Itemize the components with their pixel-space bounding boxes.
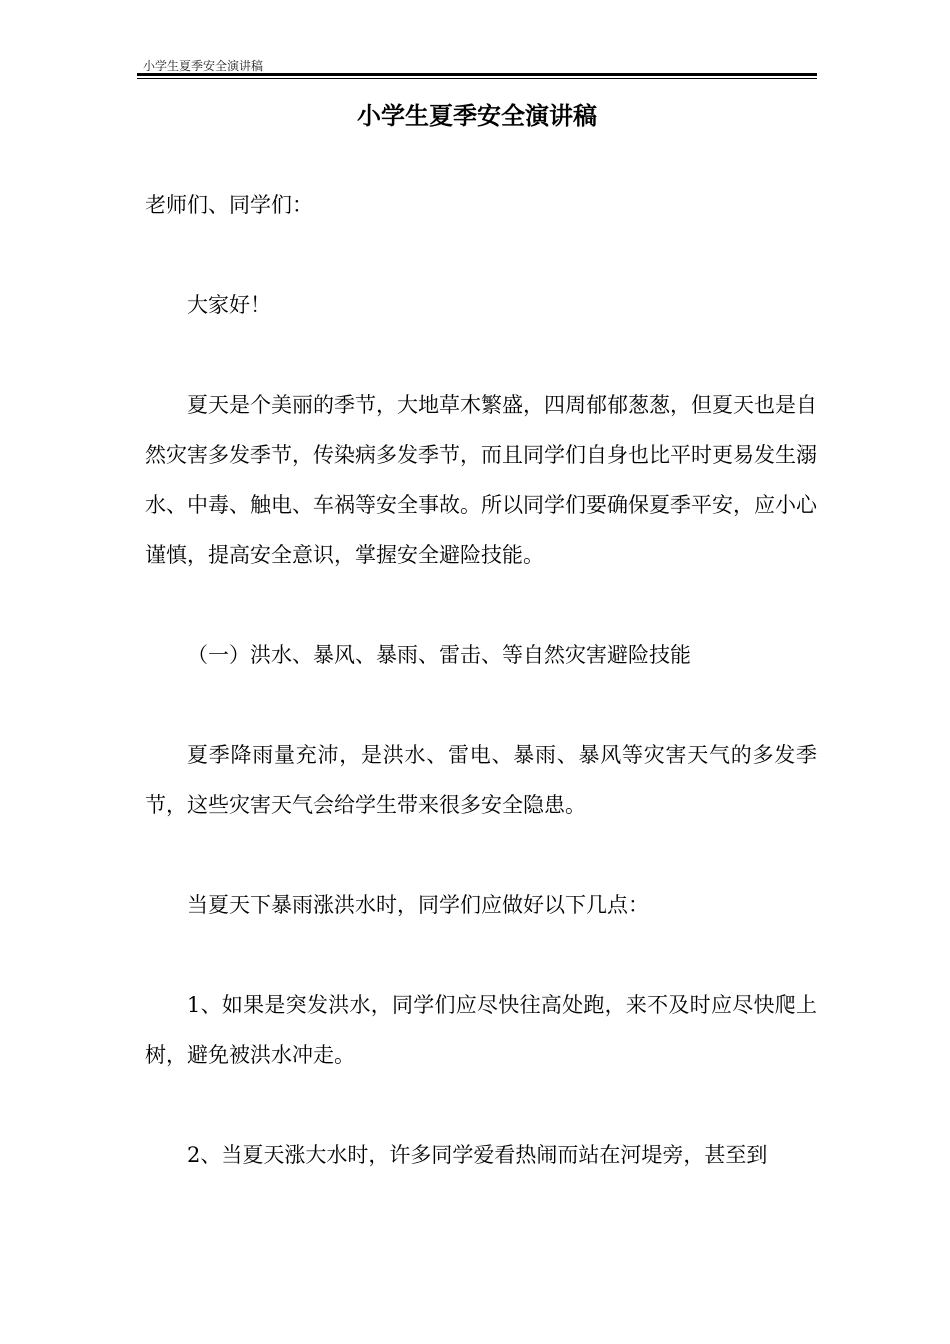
paragraph-spacer xyxy=(145,930,817,980)
paragraph-spacer xyxy=(145,1080,817,1130)
greeting: 大家好！ xyxy=(187,293,271,317)
document-title: 小学生夏季安全演讲稿 xyxy=(357,101,597,130)
paragraph-spacer xyxy=(145,230,817,280)
header-rule-thick xyxy=(137,73,817,76)
document-body xyxy=(145,180,817,1180)
body-paragraph: 当夏天下暴雨涨洪水时，同学们应做好以下几点： xyxy=(187,893,649,917)
section-heading-1: （一）洪水、暴风、暴雨、雷击、等自然灾害避险技能 xyxy=(187,643,691,667)
header-rule-thin xyxy=(137,78,817,79)
paragraph-spacer xyxy=(145,330,817,380)
paragraph-spacer xyxy=(145,680,817,730)
paragraph-spacer xyxy=(145,830,817,880)
body-paragraph: 夏季降雨量充沛，是洪水、雷电、暴雨、暴风等灾害天气的多发季节，这些灾害天气会给学生带来很多安全隐患。 xyxy=(145,743,817,817)
list-item-1: 1、如果是突发洪水，同学们应尽快往高处跑，来不及时应尽快爬上树，避免被洪水冲走。 xyxy=(145,993,817,1067)
paragraph-spacer xyxy=(145,580,817,630)
salutation: 老师们、同学们： xyxy=(145,193,313,217)
running-header xyxy=(137,58,817,74)
running-header-title: 小学生夏季安全演讲稿 xyxy=(143,59,264,73)
intro-paragraph: 夏天是个美丽的季节，大地草木繁盛，四周郁郁葱葱，但夏天也是自然灾害多发季节，传染病多发季节，而且同学们自身也比平时更易发生溺水、中毒、触电、车祸等安全事故。所以同学们要确保夏季平安，应小心谨慎，提高安全意识，掌握安全避险技能。 xyxy=(145,393,817,567)
list-item-2: 2、当夏天涨大水时，许多同学爱看热闹而站在河堤旁，甚至到 xyxy=(187,1143,768,1167)
